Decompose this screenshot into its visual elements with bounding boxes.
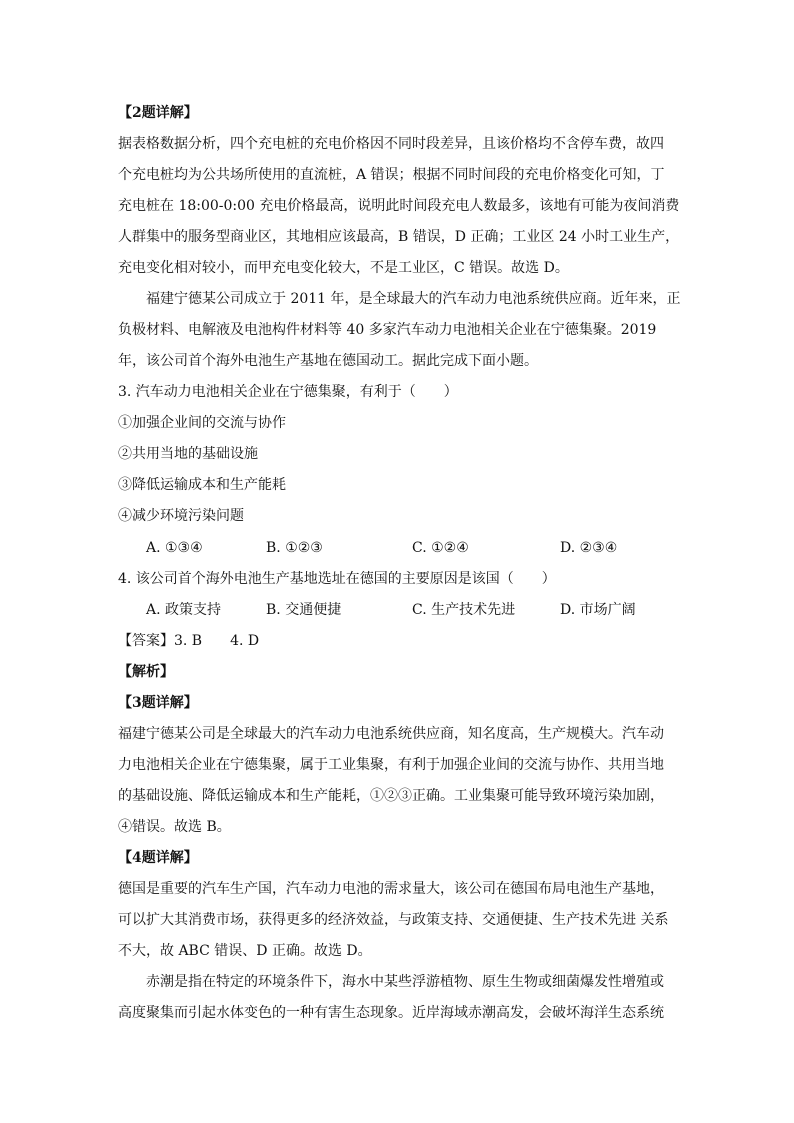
next-material-line-1: 赤潮是指在特定的环境条件下，海水中某些浮游植物、原生生物或细菌爆发性增殖或 [146,974,664,990]
q4-option-a: A. 政策支持 [146,602,222,618]
sec4-line-3: 不大，故 ABC 错误、D 正确。故选 D。 [118,943,372,959]
sec3-line-1: 福建宁德某公司是全球最大的汽车动力电池系统供应商，知名度高，生产规模大。汽车动 [118,726,664,742]
q4-option-b: B. 交通便捷 [266,602,342,618]
material-line-1: 福建宁德某公司成立于 2011 年，是全球最大的汽车动力电池系统供应商。近年来，正 [146,291,681,307]
sec4-line-2: 可以扩大其消费市场，获得更多的经济效益，与政策支持、交通便捷、生产技术先进 关系 [118,912,669,928]
q3-item-1: ①加强企业间的交流与协作 [118,415,286,431]
q3-item-2: ②共用当地的基础设施 [118,446,258,462]
q3-item-3: ③降低运输成本和生产能耗 [118,477,286,493]
sec2-line-4: 人群集中的服务型商业区，其地相应该最高，B 错误，D 正确；工业区 24 小时工业生产， [118,229,680,245]
material-line-3: 年，该公司首个海外电池生产基地在德国动工。据此完成下面小题。 [118,353,538,369]
section-4-header: 【4题详解】 [118,850,198,866]
sec2-line-1: 据表格数据分析，四个充电桩的充电价格因不同时段差异，且该价格均不含停车费，故四 [118,136,664,152]
section-3-header: 【3题详解】 [118,695,198,711]
question-4-stem: 4. 该公司首个海外电池生产基地选址在德国的主要原因是该国（ ） [118,571,556,587]
analysis-header: 【解析】 [118,664,174,680]
q3-option-c: C. ①②④ [412,540,469,556]
q4-option-d: D. 市场广阔 [560,602,636,618]
answer-line: 【答案】3. B 4. D [118,633,260,649]
sec3-line-3: 的基础设施、降低运输成本和生产能耗，①②③正确。工业集聚可能导致环境污染加剧， [118,788,664,804]
sec2-line-5: 充电变化相对较小，而甲充电变化较大，不是工业区，C 错误。故选 D。 [118,260,569,276]
q3-option-b: B. ①②③ [266,540,323,556]
q3-item-4: ④减少环境污染问题 [118,508,244,524]
q3-option-a: A. ①③④ [146,540,203,556]
sec2-line-2: 个充电桩均为公共场所使用的直流桩，A 错误；根据不同时间段的充电价格变化可知，丁 [118,167,665,183]
sec2-line-3: 充电桩在 18:00-0:00 充电价格最高，说明此时间段充电人数最多，该地有可能为夜间消费 [118,198,680,214]
q4-option-c: C. 生产技术先进 [412,602,516,618]
q3-option-d: D. ②③④ [560,540,618,556]
sec3-line-2: 力电池相关企业在宁德集聚，属于工业集聚，有利于加强企业间的交流与协作、共用当地 [118,757,664,773]
next-material-line-2: 高度聚集而引起水体变色的一种有害生态现象。近岸海域赤潮高发，会破坏海洋生态系统 [118,1005,664,1021]
section-2-header: 【2题详解】 [118,105,198,121]
sec4-line-1: 德国是重要的汽车生产国，汽车动力电池的需求量大，该公司在德国布局电池生产基地， [118,881,664,897]
material-line-2: 负极材料、电解液及电池构件材料等 40 多家汽车动力电池相关企业在宁德集聚。2019 [118,322,657,338]
sec3-line-4: ④错误。故选 B。 [118,819,231,835]
question-3-stem: 3. 汽车动力电池相关企业在宁德集聚，有利于（ ） [118,384,458,400]
